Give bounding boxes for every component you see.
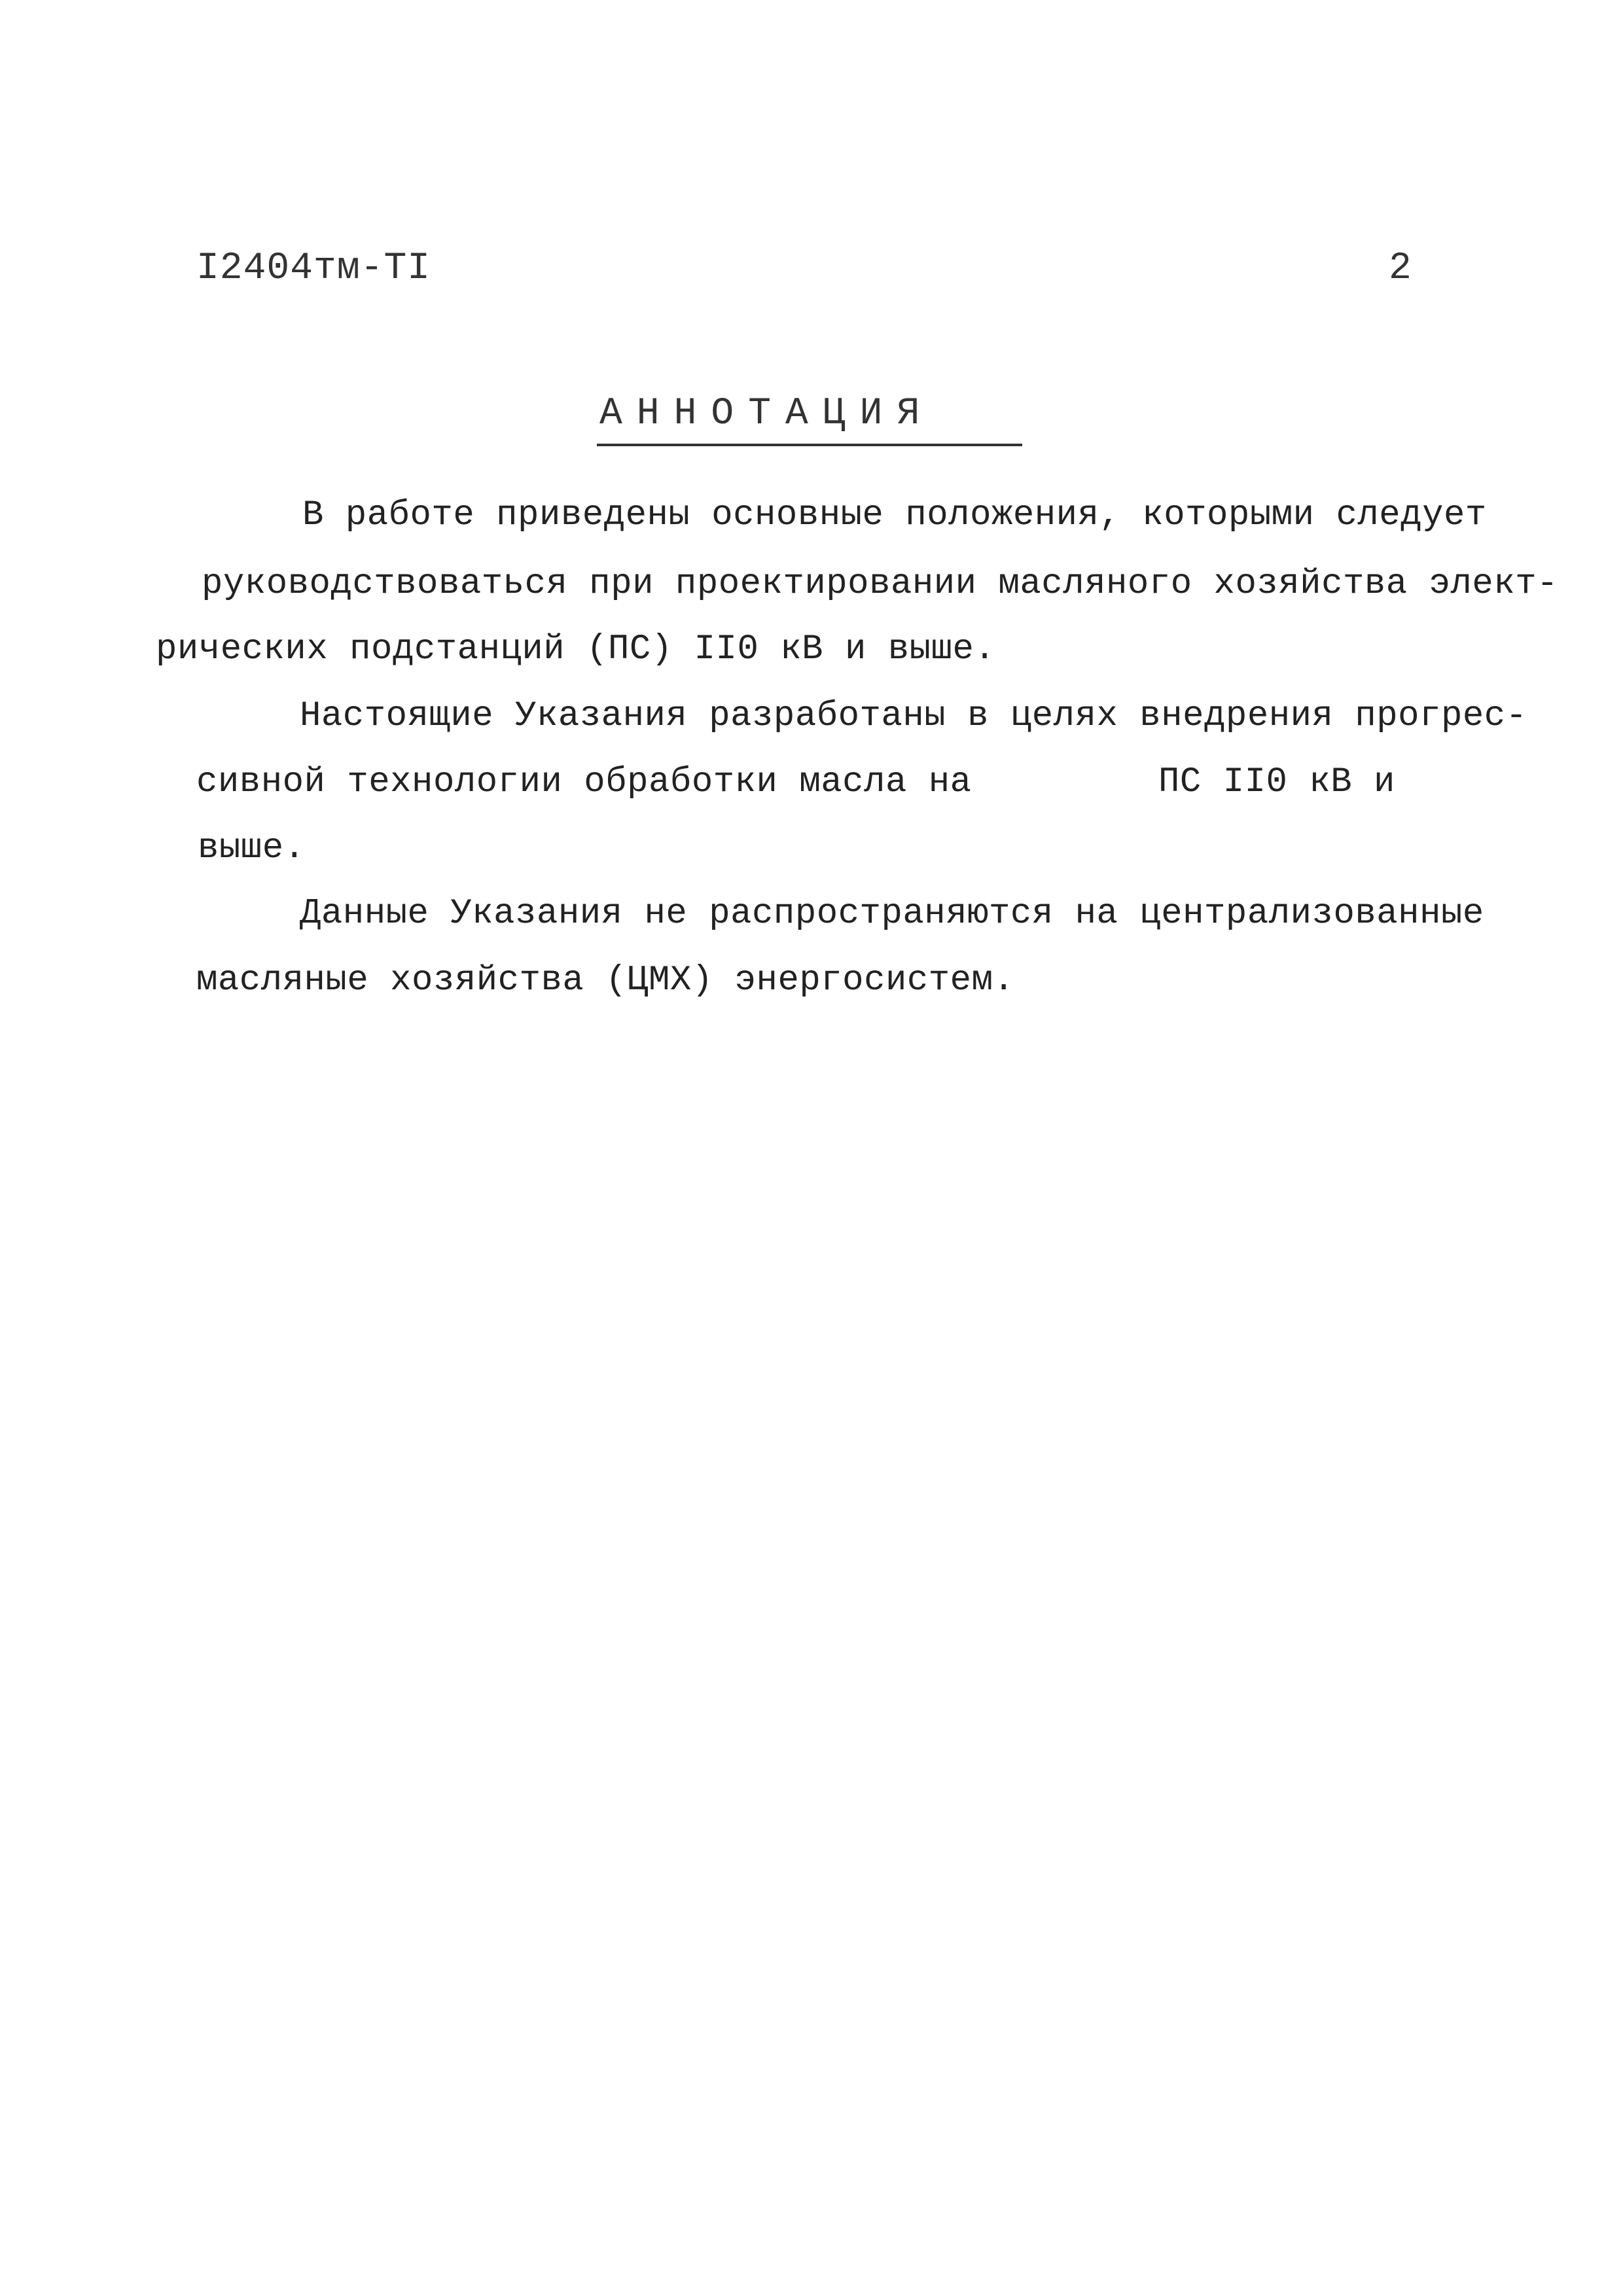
document-code: I2404тм-TI [196, 247, 431, 290]
paragraph-2-line-3: выше. [198, 828, 306, 868]
paragraph-1-line-2: руководствоваться при проектировании масляного хозяйства элект- [202, 564, 1559, 604]
paragraph-3-line-1: Данные Указания не распространяются на централизованные [300, 894, 1484, 934]
page-title: АННОТАЦИЯ [599, 393, 935, 435]
title-underline [597, 444, 1022, 446]
paragraph-1-line-1: В работе приведены основные положения, которыми следует [302, 495, 1487, 535]
page-number: 2 [1389, 247, 1412, 290]
paragraph-2-line-2-start: сивной технологии обработки масла на [196, 762, 972, 802]
paragraph-1-line-3: рических подстанций (ПС) II0 кВ и выше. [156, 629, 996, 669]
paragraph-2-line-2-end: ПС II0 кВ и [1158, 762, 1395, 802]
paragraph-3-line-2: масляные хозяйства (ЦМХ) энергосистем. [196, 961, 1015, 1000]
paragraph-2-line-1: Настоящие Указания разработаны в целях внедрения прогрес- [300, 696, 1527, 736]
